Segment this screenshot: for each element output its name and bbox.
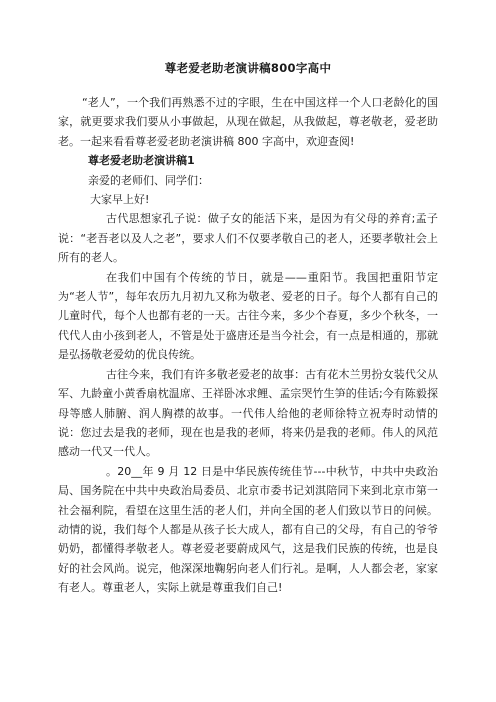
section-heading: 尊老爱老助老演讲稿1 — [88, 154, 195, 168]
document-title: 尊老爱老助老演讲稿800字高中 — [164, 61, 332, 75]
body-paragraph-3: 古往今来，我们有许多敬老爱老的故事：古有花木兰男扮女装代父从军、九龄童小黄香扇枕温席、王祥卧冰求鲤、孟宗哭竹生笋的佳话;今有陈毅探母等感人肺腑、润人胸襟的故事。一代伟人给他的老师徐特立祝寿时动情的说：您过去是我的老师，现在也是我的老师，将来仍是我的老师。伟人的风范感动一代又一代人。 — [58, 367, 438, 459]
body-paragraph-2: 在我们中国有个传统的节日，就是——重阳节。我国把重阳节定为“老人节”，每年农历九月初九又称为敬老、爱老的日子。每个人都有自己的儿童时代，每个人也都有老的一天。古往今来，多少个春夏，多少个秋冬，一代代人由小孩到老人，不管是处于盛唐还是当今社会，有一点是相通的，那就是弘扬敬老爱幼的优良传统。 — [58, 270, 438, 362]
body-paragraph-1: 古代思想家孔子说：做子女的能活下来，是因为有父母的养育;孟子说：“老吾老以及人之老”，要求人们不仅要孝敬自己的老人，还要孝敬社会上所有的老人。 — [58, 212, 438, 265]
greeting: 大家早上好! — [90, 193, 150, 207]
body-paragraph-4: 。20__年 9 月 12 日是中华民族传统佳节---中秋节，中共中央政治局、国务院在中共中央政治局委员、北京市委书记刘淇陪同下来到北京市第一社会福利院，看望在这里生活的老人们，并向全国的老人们致以节日的问候。动情的说，我们每个人都是从孩子长大成人，都有自己的父母，有自己的爷爷奶奶，都懂得孝敬老人。尊老爱老要蔚成风气，这是我们民族的传统，也是良好的社会风尚。说完，他深深地鞠躬向老人们行礼。是啊，人人都会老，家家有老人。尊重老人，实际上就是尊重我们自己! — [58, 464, 438, 595]
salutation: 亲爱的老师们、同学们： — [88, 173, 209, 187]
intro-paragraph: “老人”，一个我们再熟悉不过的字眼，生在中国这样一个人口老龄化的国家，就更要求我们要从小事做起，从现在做起，从我做起，尊老敬老，爱老助老。一起来看看尊老爱老助老演讲稿 800 字高中，欢迎查阅! — [58, 96, 438, 148]
